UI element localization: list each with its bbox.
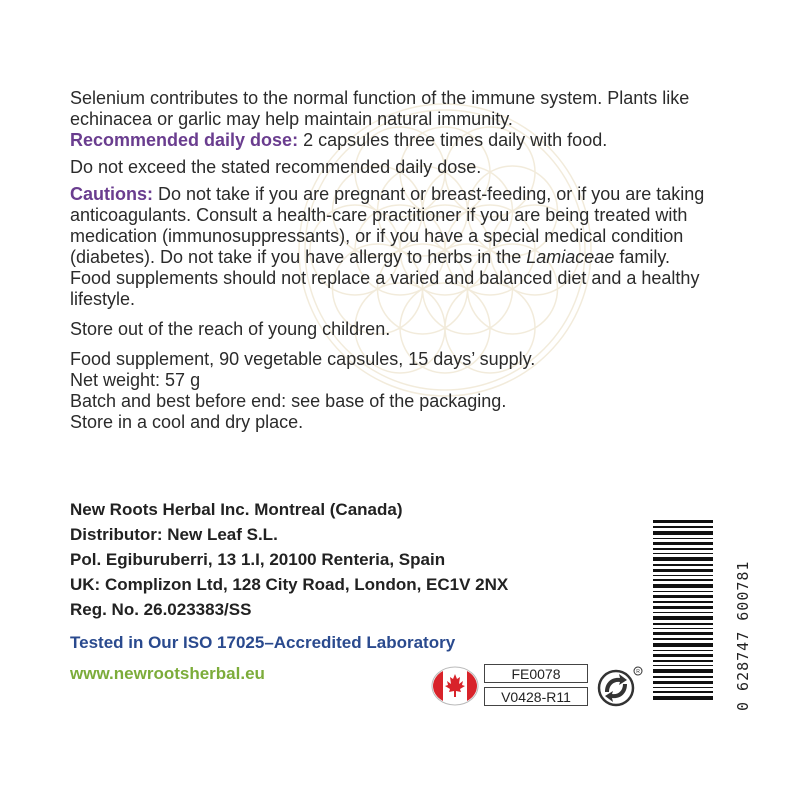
dose-text: 2 capsules three times daily with food. <box>298 130 608 150</box>
supplement-note: Food supplements should not replace a varied and balanced diet and a healthy lifestyle. <box>70 268 700 309</box>
version-code: V0428-R11 <box>484 687 588 706</box>
registration-number: Reg. No. 26.023383/SS <box>70 600 252 619</box>
maple-leaf-icon <box>430 665 480 707</box>
dose-heading: Recommended daily dose: <box>70 130 299 150</box>
cautions-tail: family. <box>614 247 670 267</box>
distributor-address: Pol. Egiburuberri, 13 1.I, 20100 Renteria, Spain <box>70 550 446 569</box>
recycle-icon <box>596 664 644 708</box>
product-code: FE0078 <box>484 664 588 683</box>
barcode <box>653 520 713 700</box>
distributor: Distributor: New Leaf S.L. <box>70 525 278 544</box>
barcode-number: 0 628747 600781 <box>734 560 752 711</box>
uk-address: UK: Complizon Ltd, 128 City Road, London, EC1V 2NX <box>70 575 509 594</box>
company-block <box>70 497 508 622</box>
selenium-paragraph: Selenium contributes to the normal function of the immune system. Plants like echinacea or garlic may help maintain natural immunity. <box>70 88 690 129</box>
cautions-family: Lamiaceae <box>526 247 615 267</box>
net-weight: Net weight: 57 g <box>70 370 201 390</box>
capsules-info: Food supplement, 90 vegetable capsules, 15 days’ supply. <box>70 349 536 369</box>
batch-info: Batch and best before end: see base of the packaging. <box>70 391 507 411</box>
tested-statement: Tested in Our ISO 17025–Accredited Laboratory <box>70 633 456 652</box>
label-text-block <box>70 88 730 433</box>
manufacturer: New Roots Herbal Inc. Montreal (Canada) <box>70 500 403 519</box>
exceed-warning: Do not exceed the stated recommended daily dose. <box>70 157 482 177</box>
svg-text:R: R <box>636 669 640 675</box>
cautions-heading: Cautions: <box>70 184 153 204</box>
storage-place: Store in a cool and dry place. <box>70 412 304 432</box>
website-link[interactable]: www.newrootsherbal.eu <box>70 664 265 683</box>
cautions-text: Do not take if you are pregnant or breast-feeding, or if you are taking anticoagulants. Consult a health-care practitioner if you are being treated with medication (immunosuppressants), or if you have a special medical condition (diabetes). Do not take if you have allergy to herbs in the <box>70 184 705 267</box>
dose-paragraph <box>70 130 730 151</box>
cautions-paragraph <box>70 184 730 268</box>
storage-children: Store out of the reach of young children. <box>70 319 391 339</box>
